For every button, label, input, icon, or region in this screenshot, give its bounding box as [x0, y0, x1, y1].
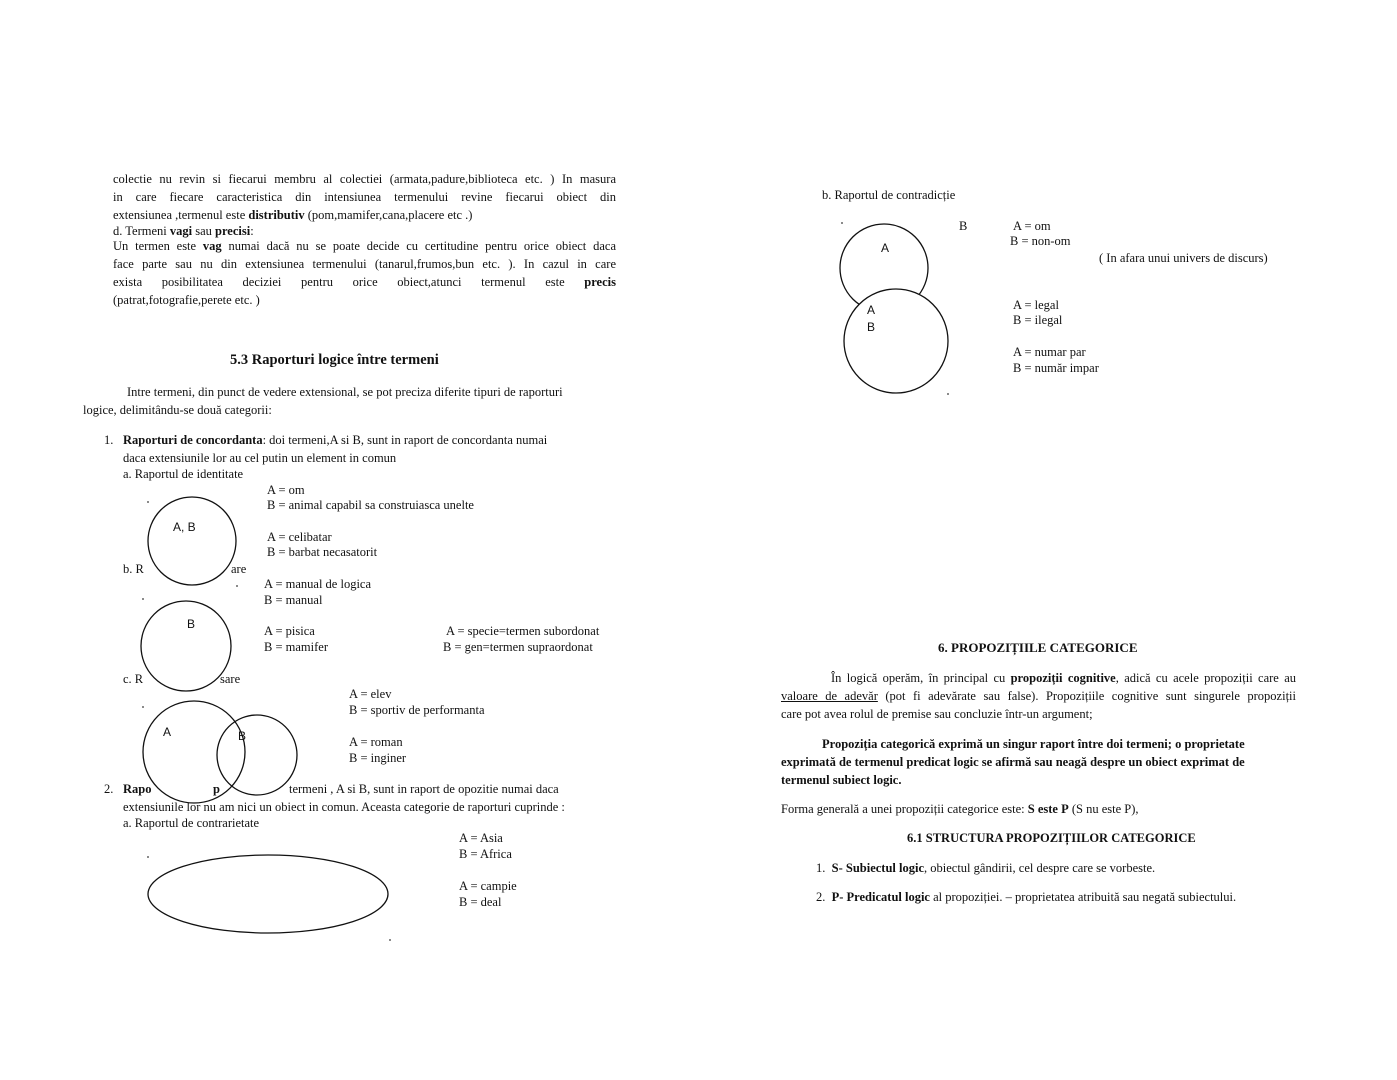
- item2-text: termeni , A si B, sunt in raport de opozitie numai daca: [289, 782, 559, 796]
- cross-ex-2: B = sportiv de performanta: [349, 703, 485, 717]
- definition-line2: exprimată de termenul predicat logic se afirmă sau neagă despre un obiect exprimat de: [781, 755, 1245, 769]
- cross-ex-4: B = inginer: [349, 751, 407, 765]
- contrary-ex-1: A = Asia: [459, 831, 503, 845]
- contrary-ex-4: B = deal: [459, 895, 502, 909]
- contradiction-circle-a-label: A: [881, 241, 890, 255]
- contradiction-circle-b: [844, 289, 948, 393]
- contradiction-ex-6: B = număr impar: [1013, 361, 1099, 375]
- subord-ex-2: B = manual: [264, 593, 323, 607]
- structure-item-1: 1. S- Subiectul logic, obiectul gândirii, cel despre care se vorbeste.: [816, 861, 1156, 875]
- cross-ex-3: A = roman: [349, 735, 403, 749]
- dot-mark: [142, 706, 144, 708]
- item2-bold2: p: [213, 782, 220, 796]
- contradiction-ex-4: B = ilegal: [1013, 313, 1063, 327]
- section-title-6: 6. PROPOZIȚIILE CATEGORICE: [938, 640, 1138, 655]
- dot-mark: [947, 393, 949, 395]
- contrary-ex-3: A = campie: [459, 879, 517, 893]
- contrary-ellipse: [148, 855, 388, 933]
- subord-note-2: B = gen=termen supraordonat: [443, 640, 593, 654]
- intro2-line2: logice, delimitându-se două categorii:: [83, 403, 272, 417]
- definition-line3: termenul subiect logic.: [781, 773, 902, 787]
- definition-line1: Propoziția categorică exprimă un singur raport între doi termeni; o proprietate: [822, 737, 1245, 751]
- item2-line2: extensiunile lor nu am nici un obiect in comun. Aceasta categorie de raporturi cuprinde :: [123, 800, 565, 814]
- contrary-ex-2: B = Africa: [459, 847, 512, 861]
- sub-c-cross: c. R: [123, 672, 144, 686]
- subordination-circle: [141, 601, 231, 691]
- identity-ex-3: A = celibatar: [267, 530, 332, 544]
- dot-mark: [147, 856, 149, 858]
- sub-2a-contrary: a. Raportul de contrarietate: [123, 816, 260, 830]
- dot-mark: [142, 598, 144, 600]
- identity-circle: [148, 497, 236, 585]
- dot-mark: [147, 501, 149, 503]
- sub-c-end: sare: [220, 672, 241, 686]
- contradiction-ex-5: A = numar par: [1013, 345, 1086, 359]
- universe-note: ( In afara unui univers de discurs): [1099, 251, 1268, 265]
- contradiction-ex-2: B = non-om: [1010, 234, 1071, 248]
- subord-ex-4: B = mamifer: [264, 640, 328, 654]
- item1-text: Raporturi de concordanta: doi termeni,A si B, sunt in raport de concordanta numai: [123, 433, 548, 447]
- subord-circle-label: B: [187, 617, 196, 631]
- dot-mark: [841, 222, 843, 224]
- general-form: Forma generală a unei propoziții categorice este: S este P (S nu este P),: [781, 802, 1139, 816]
- cognitive-paragraph: În logică operăm, în principal cu propoziții cognitive, adică cu acele propoziții care au valoare de adevăr (pot fi adevărate sau false). Propozițiile cognitive sunt singurele propoziții care pot avea rolul de premise sau concluzie într-un argument;: [781, 671, 1296, 721]
- structure-item-2: 2. P- Predicatul logic al propoziției. – proprietatea atribuită sau negată subiectului.: [816, 890, 1237, 904]
- intro-paragraph: colectie nu revin si fiecarui membru al colectiei (armata,padure,biblioteca etc. ) In masura in care fiecare caracteristica din intensiunea termenului revine fiecarui obiect din extensiunea ,termenul este distributiv (pom,mamifer,cana,placere etc .): [113, 172, 616, 222]
- vague-paragraph: Un termen este vag numai dacă nu se poate decide cu certitudine pentru orice obiect daca face parte sau nu din extensiunea termenului (tanarul,frumos,bun etc. ). In cazul in care exista posibilitatea deciziei pentru orice obiect,atunci termenul este precis (patrat,fotografie,perete etc. ): [113, 239, 616, 307]
- section-title-5-3: 5.3 Raporturi logice între termeni: [230, 352, 439, 368]
- contradiction-ex-3: A = legal: [1013, 298, 1059, 312]
- identity-ex-4: B = barbat necasatorit: [267, 545, 378, 559]
- cross-ex-1: A = elev: [349, 687, 392, 701]
- sub-b-subordination: b. R: [123, 562, 144, 576]
- item-d-heading: d. Termeni vagi sau precisi:: [113, 224, 254, 238]
- subord-ex-1: A = manual de logica: [264, 577, 372, 591]
- item1-num: 1.: [104, 433, 114, 447]
- section-title-6-1: 6.1 STRUCTURA PROPOZIȚIILOR CATEGORICE: [907, 831, 1196, 845]
- sub-b-end: are: [231, 562, 247, 576]
- item2-num: 2.: [104, 782, 114, 796]
- identity-circle-label: A, B: [173, 520, 196, 534]
- label-b-outside: B: [959, 219, 968, 233]
- cross-circle-b-label: B: [238, 729, 247, 743]
- contradiction-ex-1: A = om: [1013, 219, 1051, 233]
- cross-circle-a: [143, 701, 245, 803]
- item1-line2: daca extensiunile lor au cel putin un element in comun: [123, 451, 397, 465]
- intro2-line1: Intre termeni, din punct de vedere extensional, se pot preciza diferite tipuri de raporturi: [127, 385, 563, 399]
- subord-ex-3: A = pisica: [264, 624, 315, 638]
- identity-ex-2: B = animal capabil sa construiasca unelte: [267, 498, 474, 512]
- contradiction-circle-b-label: B: [867, 320, 876, 334]
- sub-a-identity: a. Raportul de identitate: [123, 467, 244, 481]
- identity-ex-1: A = om: [267, 483, 305, 497]
- item2-bold: Rapo: [123, 782, 152, 796]
- dot-mark: [389, 939, 391, 941]
- dot-mark: [236, 585, 238, 587]
- cross-circle-a-label: A: [163, 725, 172, 739]
- subord-note-1: A = specie=termen subordonat: [446, 624, 600, 638]
- sub-b-contradiction: b. Raportul de contradicție: [822, 188, 956, 202]
- contradiction-circle-a-mid-label: A: [867, 303, 876, 317]
